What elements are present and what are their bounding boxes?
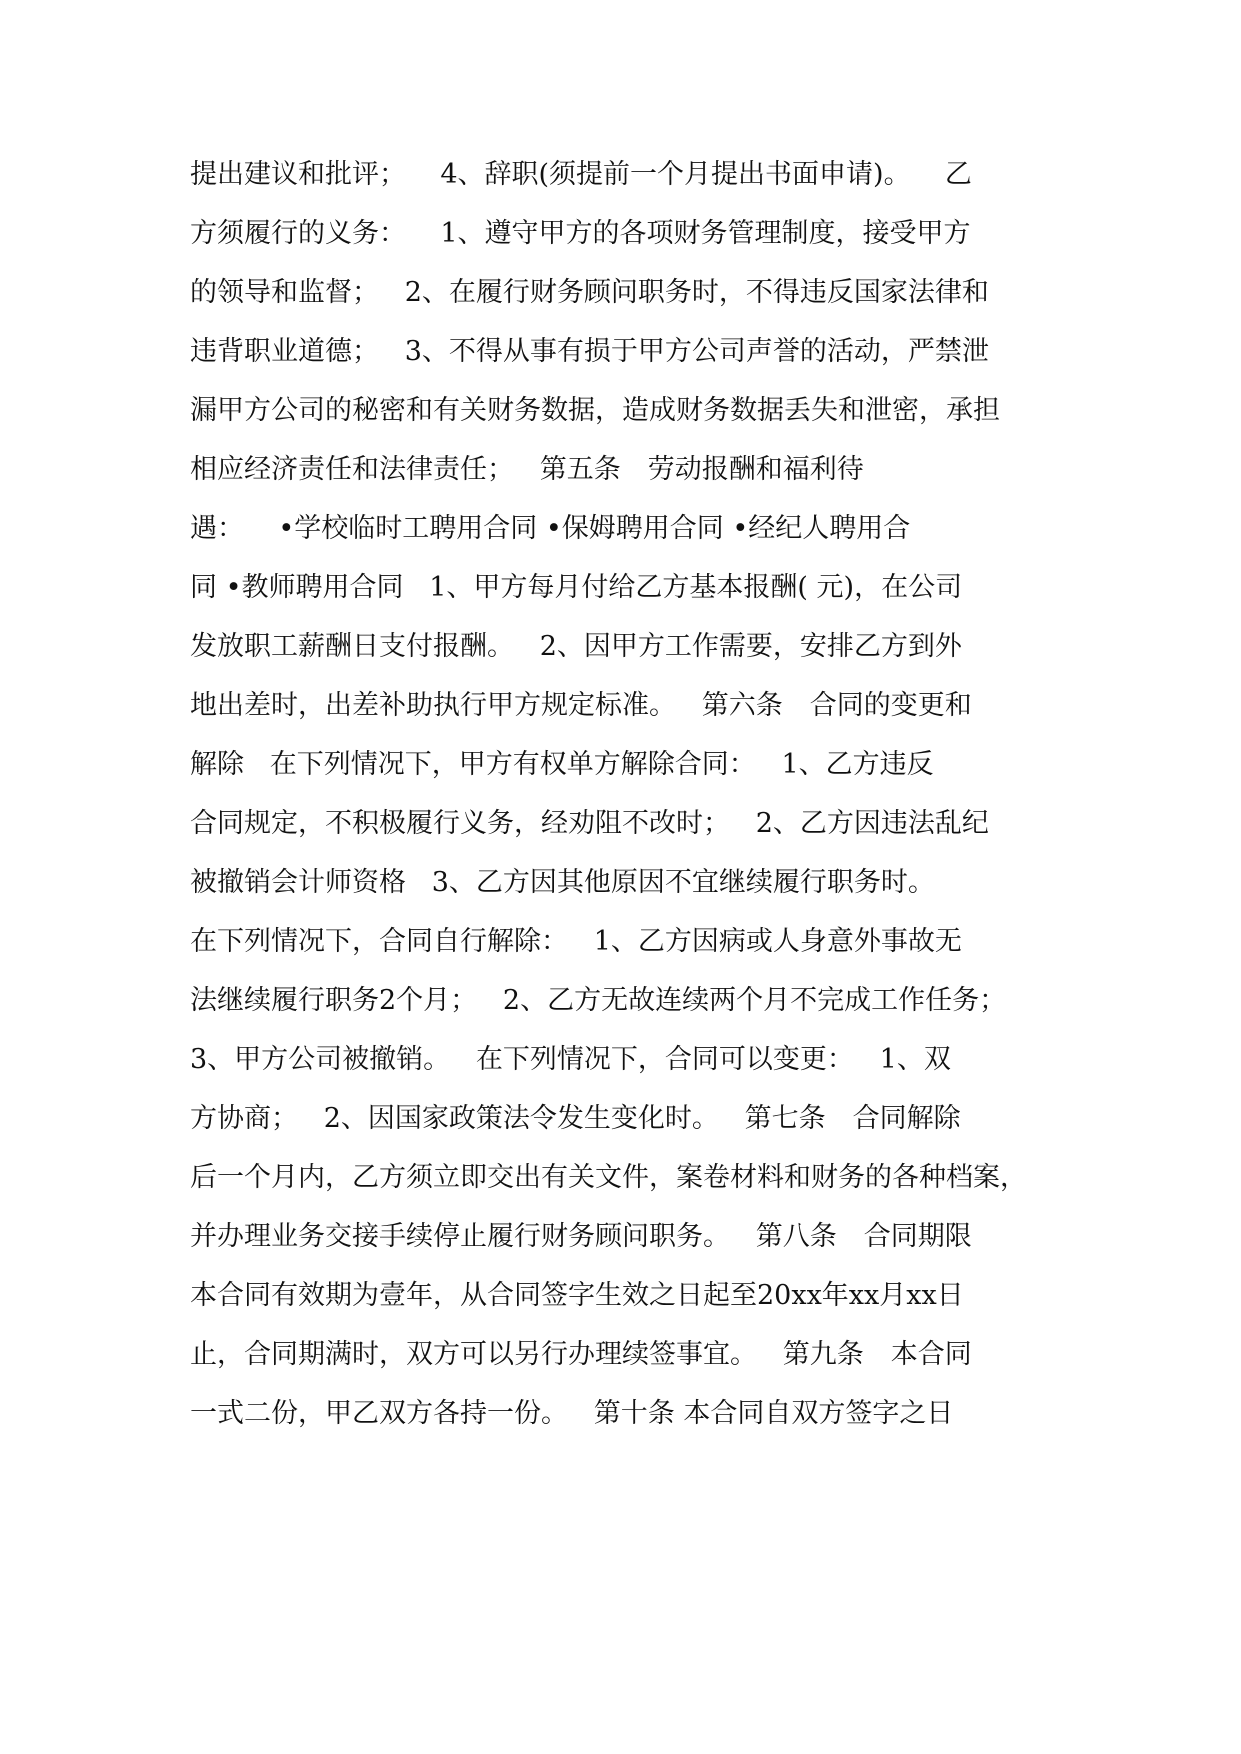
text-line: 地出差时，出差补助执行甲方规定标准。 第六条 合同的变更和: [190, 690, 972, 721]
text-line: 被撤销会计师资格 3、乙方因其他原因不宜继续履行职务时。: [190, 867, 935, 898]
text-line: 方协商； 2、因国家政策法令发生变化时。 第七条 合同解除: [190, 1103, 961, 1134]
text-line: 提出建议和批评； 4、辞职(须提前一个月提出书面申请)。 乙: [190, 159, 972, 190]
text-line: 后一个月内，乙方须立即交出有关文件，案卷材料和财务的各种档案，: [190, 1162, 1027, 1193]
text-line: 法继续履行职务2个月； 2、乙方无故连续两个月不完成工作任务；: [190, 985, 1007, 1016]
text-line: 违背职业道德； 3、不得从事有损于甲方公司声誉的活动，严禁泄: [190, 336, 989, 367]
text-line: 并办理业务交接手续停止履行财务顾问职务。 第八条 合同期限: [190, 1221, 972, 1252]
text-line: 解除 在下列情况下，甲方有权单方解除合同： 1、乙方违反: [190, 749, 934, 780]
text-line: 在下列情况下，合同自行解除： 1、乙方因病或人身意外事故无: [190, 926, 962, 957]
text-line: 本合同有效期为壹年，从合同签字生效之日起至20xx年xx月xx日: [190, 1280, 964, 1311]
text-line: 的领导和监督； 2、在履行财务顾问职务时，不得违反国家法律和: [190, 277, 989, 308]
text-line: 发放职工薪酬日支付报酬。 2、因甲方工作需要，安排乙方到外: [190, 631, 962, 662]
text-line: 同 •教师聘用合同 1、甲方每月付给乙方基本报酬( 元)，在公司: [190, 572, 963, 603]
text-line: 方须履行的义务： 1、遵守甲方的各项财务管理制度，接受甲方: [190, 218, 971, 249]
text-line: 止，合同期满时，双方可以另行办理续签事宜。 第九条 本合同: [190, 1339, 972, 1370]
text-line: 3、甲方公司被撤销。 在下列情况下，合同可以变更： 1、双: [190, 1044, 951, 1075]
text-line: 合同规定，不积极履行义务，经劝阻不改时； 2、乙方因违法乱纪: [190, 808, 989, 839]
text-line: 遇： •学校临时工聘用合同 •保姆聘用合同 •经纪人聘用合: [190, 513, 911, 544]
text-line: 一式二份，甲乙双方各持一份。 第十条 本合同自双方签字之日: [190, 1398, 954, 1429]
text-line: 漏甲方公司的秘密和有关财务数据，造成财务数据丢失和泄密，承担: [190, 395, 1000, 426]
text-line: 相应经济责任和法律责任； 第五条 劳动报酬和福利待: [190, 454, 864, 485]
